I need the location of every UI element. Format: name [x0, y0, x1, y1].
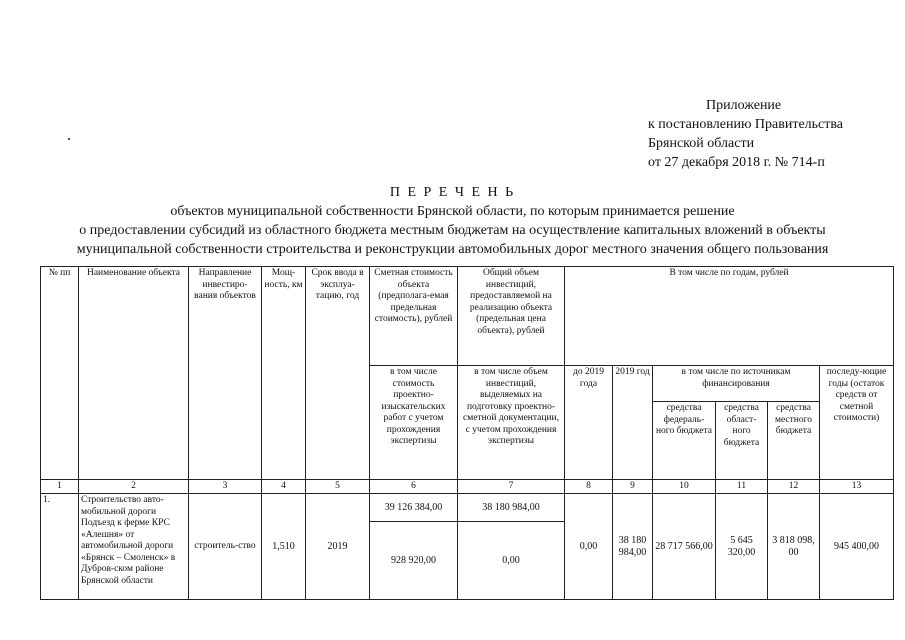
column-number: 2 — [79, 480, 189, 494]
title-heading: П Е Р Е Ч Е Н Ь — [389, 185, 516, 200]
header-estimate-sub: в том числе стоимость проектно-изыскательских работ с учетом прохождения экспертизы — [370, 366, 458, 480]
header-by-years: В том числе по годам, рублей — [565, 267, 894, 366]
column-number: 13 — [820, 480, 894, 494]
column-number: 12 — [768, 480, 820, 494]
row-estimate: 39 126 384,00 — [370, 494, 458, 522]
row-2019: 38 180 984,00 — [613, 494, 653, 600]
header-num: № пп — [41, 267, 79, 480]
row-term: 2019 — [306, 494, 370, 600]
appendix-block — [648, 96, 843, 172]
row-num: 1. — [41, 494, 79, 600]
row-estimate-design: 928 920,00 — [370, 522, 458, 600]
row-before-2019: 0,00 — [565, 494, 613, 600]
header-following: последу-ющие годы (остаток средств от сметной стоимости) — [820, 366, 894, 480]
appendix-line: от 27 декабря 2018 г. № 714-п — [648, 155, 825, 170]
column-number: 10 — [653, 480, 716, 494]
column-number: 5 — [306, 480, 370, 494]
column-number: 3 — [189, 480, 262, 494]
header-regional: средства област-ного бюджета — [716, 402, 768, 480]
row-investment: 38 180 984,00 — [458, 494, 565, 522]
row-regional: 5 645 320,00 — [716, 494, 768, 600]
header-total-investment: Общий объем инвестиций, предоставляемой на реализацию объекта (предельная цена объекта), рублей — [458, 267, 565, 366]
column-number: 11 — [716, 480, 768, 494]
header-by-sources: в том числе по источникам финансирования — [653, 366, 820, 402]
column-number: 9 — [613, 480, 653, 494]
appendix-line: к постановлению Правительства — [648, 117, 844, 132]
appendix-line: Приложение — [706, 98, 782, 113]
header-name: Наименование объекта — [79, 267, 189, 480]
column-numbers-row — [41, 480, 894, 494]
column-number: 8 — [565, 480, 613, 494]
scan-speck — [68, 138, 70, 140]
row-capacity: 1,510 — [262, 494, 306, 600]
document-title — [0, 183, 905, 259]
header-estimate: Сметная стоимость объекта (предполага-емая предельная стоимость), рублей — [370, 267, 458, 366]
row-local: 3 818 098, 00 — [768, 494, 820, 600]
row-federal: 28 717 566,00 — [653, 494, 716, 600]
header-federal: средства федераль-ного бюджета — [653, 402, 716, 480]
title-line: о предоставлении субсидий из областного бюджета местным бюджетам на осуществление капитальных вложений в объекты — [79, 223, 826, 238]
row-direction: строитель-ство — [189, 494, 262, 600]
row-following: 945 400,00 — [820, 494, 894, 600]
header-before-2019: до 2019 года — [565, 366, 613, 480]
header-local: средства местного бюджета — [768, 402, 820, 480]
title-line: объектов муниципальной собственности Брянской области, по которым принимается решение — [170, 204, 735, 219]
table-row — [41, 494, 894, 522]
header-term: Срок ввода в эксплуа-тацию, год — [306, 267, 370, 480]
header-investment-sub: в том числе объем инвестиций, выделяемых на подготовку проектно-сметной документации, с учетом прохождения экспертизы — [458, 366, 565, 480]
objects-table — [40, 266, 894, 600]
header-capacity: Мощ-ность, км — [262, 267, 306, 480]
header-direction: Направление инвестиро-вания объектов — [189, 267, 262, 480]
header-2019: 2019 год — [613, 366, 653, 480]
appendix-line: Брянской области — [648, 136, 755, 151]
column-number: 4 — [262, 480, 306, 494]
row-investment-design: 0,00 — [458, 522, 565, 600]
column-number: 6 — [370, 480, 458, 494]
row-name: Строительство авто-мобильной дороги Подъезд к ферме КРС «Алешня» от автомобильной дороги «Брянск – Смоленск» в Дубров-ском районе Брянской области — [79, 494, 189, 600]
title-line: муниципальной собственности строительства и реконструкции автомобильных дорог местного значения общего пользования — [76, 242, 829, 257]
column-number: 1 — [41, 480, 79, 494]
column-number: 7 — [458, 480, 565, 494]
